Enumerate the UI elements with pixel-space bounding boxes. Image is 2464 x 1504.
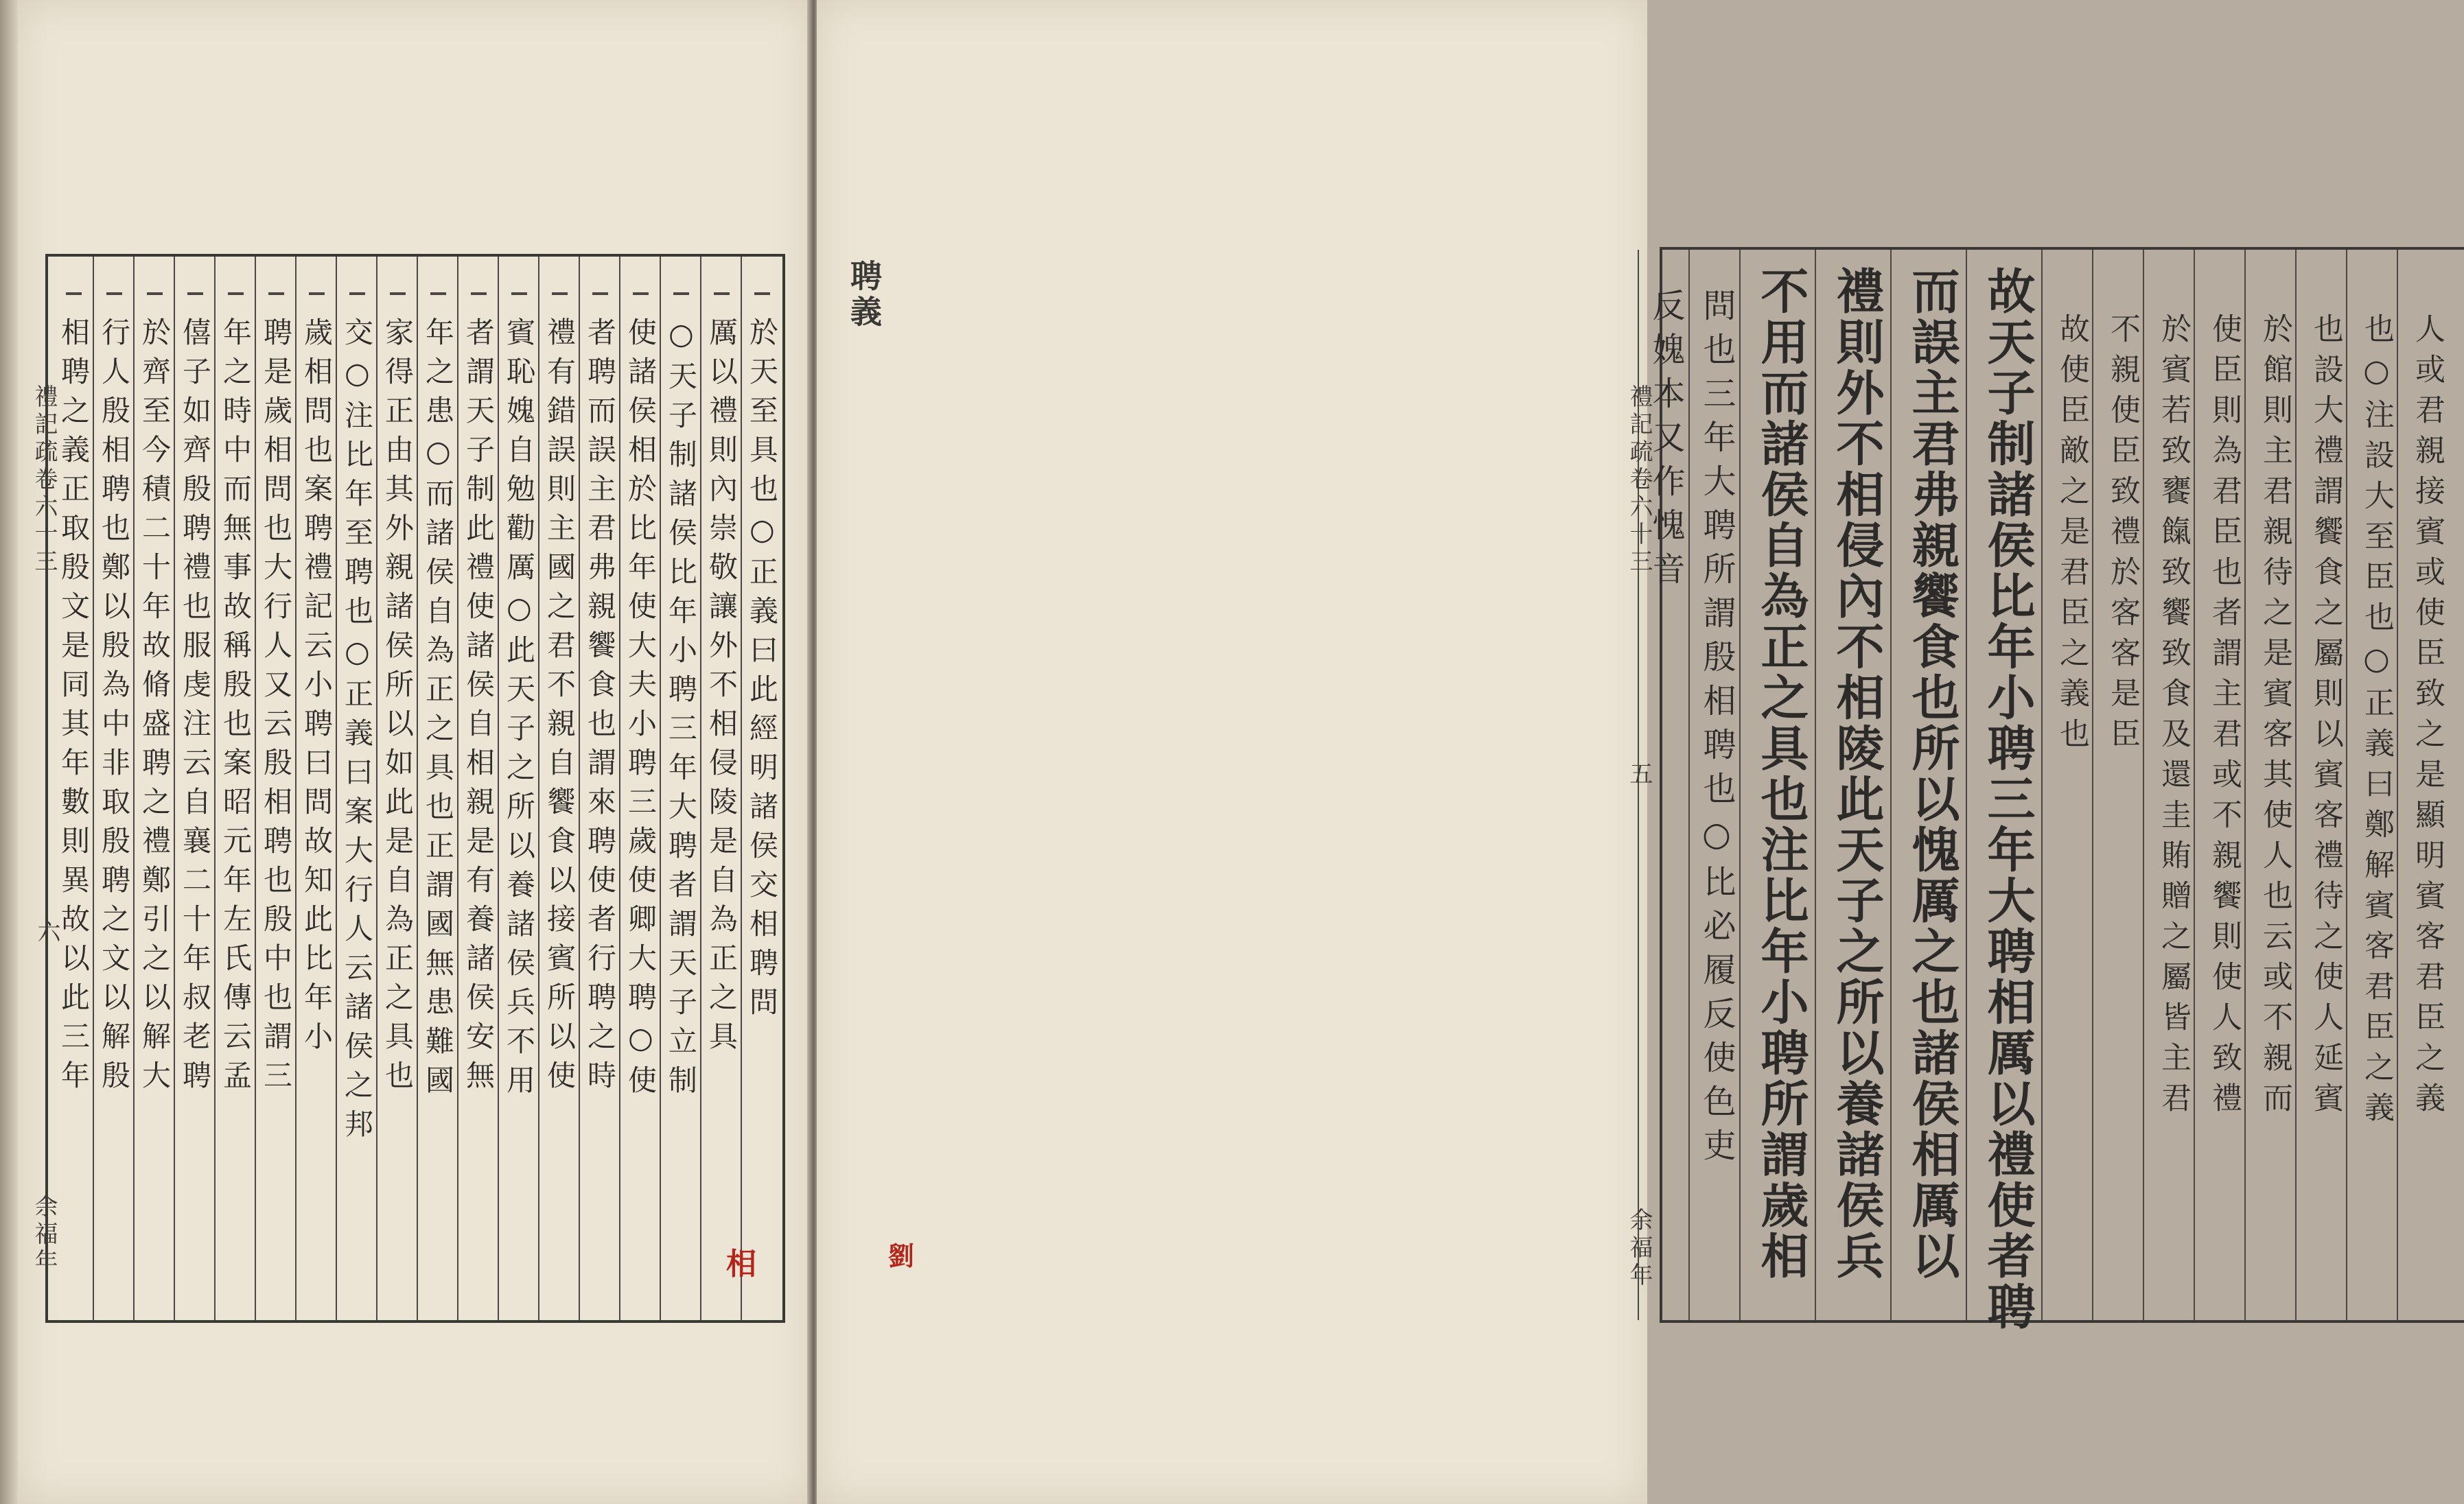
column-rule: [295, 257, 297, 1320]
right-text-column: 故天子制諸侯比年小聘三年大聘相厲以禮使者聘: [1979, 266, 2036, 1332]
left-text-column: 年之患○而諸侯自為正之具也正謂國無患難國: [421, 317, 455, 1104]
left-text-column: 年之時中而無事故稱殷也案昭元年左氏傳云孟: [219, 317, 253, 1099]
column-rule: [376, 257, 377, 1320]
right-red-seal: 劉: [888, 1241, 915, 1271]
column-rule: [255, 257, 256, 1320]
left-page: [18, 0, 811, 1504]
ink-tick-mark: [714, 292, 730, 295]
column-rule: [741, 257, 742, 1320]
left-margin-title: 禮記疏卷六十三: [30, 384, 58, 576]
ink-tick-mark: [754, 292, 771, 295]
right-text-column: 而誤主君弗親饗食也所以愧厲之也諸侯相厲以: [1904, 266, 1961, 1282]
left-text-column: 聘是歲相問也大行人又云殷相聘也殷中也謂三: [259, 317, 293, 1099]
left-text-frame: [45, 254, 785, 1323]
right-text-column: 也設大禮謂饗食之屬則以賓客禮待之使人延賓: [2308, 313, 2343, 1123]
ink-tick-mark: [66, 292, 82, 295]
column-rule: [457, 257, 458, 1320]
ink-tick-mark: [592, 292, 609, 295]
ink-tick-mark: [349, 292, 366, 295]
left-text-column: 賓恥媿自勉勸厲○此天子之所以養諸侯兵不用: [502, 317, 536, 1104]
ink-tick-mark: [390, 292, 406, 295]
left-text-column: 者聘而誤主君弗親饗食也謂來聘使者行聘之時: [583, 317, 617, 1099]
right-text-column: 於賓若致饔餼致饗致食及還圭賄贈之屬皆主君: [2156, 313, 2191, 1123]
left-text-column: 者謂天子制此禮使諸侯自相親是有養諸侯安無: [462, 317, 496, 1099]
ink-tick-mark: [552, 292, 568, 295]
left-text-column: 歲相問也案聘禮記云小聘曰問故知此比年小: [300, 317, 334, 1060]
right-margin-page-number: 五: [1625, 762, 1653, 789]
ink-tick-mark: [511, 292, 528, 295]
left-text-column: 相聘之義正取殷文是同其年數則異故以此三年: [57, 317, 91, 1099]
ink-tick-mark: [430, 292, 447, 295]
ink-tick-mark: [471, 292, 487, 295]
right-text-column: 於館則主君親待之是賓客其使人也云或不親而: [2257, 313, 2292, 1123]
ink-tick-mark: [633, 292, 649, 295]
right-page: [817, 0, 2445, 1504]
ink-tick-mark: [147, 292, 163, 295]
right-text-column: 故使臣敵之是君臣之義也: [2054, 313, 2089, 758]
left-text-column: 於天至具也○正義曰此經明諸侯交相聘問: [745, 317, 779, 1026]
left-red-seal: 相: [726, 1247, 756, 1282]
column-rule: [174, 257, 175, 1320]
right-text-column: 不用而諸侯自為正之具也注比年小聘所謂歲相: [1753, 266, 1810, 1282]
column-rule: [93, 257, 94, 1320]
left-text-column: 於齊至今積二十年故脩盛聘之禮鄭引之以解大: [138, 317, 172, 1099]
left-text-column: ○天子制諸侯比年小聘三年大聘者謂天子立制: [664, 317, 698, 1104]
column-rule: [498, 257, 499, 1320]
ink-tick-mark: [187, 292, 204, 295]
right-text-column: 禮則外不相侵內不相陵此天子之所以養諸侯兵: [1828, 266, 1885, 1282]
right-margin-title: 禮記疏卷六十三: [1625, 384, 1653, 576]
column-rule: [417, 257, 418, 1320]
column-rule: [579, 257, 580, 1320]
ink-tick-mark: [228, 292, 244, 295]
ink-tick-mark: [268, 292, 285, 295]
right-text-column: 人或君親接賓或使臣致之是顯明賓客君臣之義: [2410, 313, 2445, 1123]
right-margin-collection: 余福年: [1625, 1208, 1653, 1290]
left-text-column: 厲以禮則內崇敬讓外不相侵陵是自為正之具: [705, 317, 739, 1060]
right-text-column: 也○注設大至臣也○正義曰鄭解賓客君臣之義: [2359, 313, 2394, 1132]
column-rule: [214, 257, 216, 1320]
right-text-frame: [1647, 247, 2464, 1332]
left-text-column: 行人殷相聘也鄭以殷為中非取殷聘之文以解殷: [97, 317, 131, 1099]
left-text-column: 僖子如齊殷聘禮也服虔注云自襄二十年叔老聘: [178, 317, 212, 1099]
book-edge: [0, 0, 18, 1504]
right-text-column: 問也三年大聘所謂殷相聘也○比必履反使色吏: [1697, 288, 1736, 1172]
column-rule: [700, 257, 701, 1320]
left-text-column: 禮有錯誤則主國之君不親自饗食以接賓所以使: [543, 317, 577, 1099]
column-rule: [538, 257, 539, 1320]
right-tab-label: 聘義: [846, 259, 883, 331]
left-margin-page-number: 六: [33, 919, 60, 947]
right-text-column: 反媿本又作愧音: [1647, 288, 1685, 596]
ink-tick-mark: [673, 292, 690, 295]
right-text-column: 使臣則為君臣也者謂主君或不親饗則使人致禮: [2207, 313, 2242, 1123]
column-rule: [619, 257, 620, 1320]
left-text-column: 使諸侯相於比年使大夫小聘三歲使卿大聘○使: [624, 317, 658, 1104]
column-rule: [336, 257, 337, 1320]
ink-tick-mark: [309, 292, 325, 295]
ink-tick-mark: [106, 292, 123, 295]
left-margin-collection: 余福年: [30, 1194, 58, 1276]
right-text-column: 不親使臣致禮於客客是臣: [2105, 313, 2140, 758]
left-text-column: 交○注比年至聘也○正義曰案大行人云諸侯之邦: [340, 317, 374, 1148]
column-rule: [133, 257, 135, 1320]
column-rule: [660, 257, 661, 1320]
left-text-column: 家得正由其外親諸侯所以如此是自為正之具也: [381, 317, 415, 1099]
